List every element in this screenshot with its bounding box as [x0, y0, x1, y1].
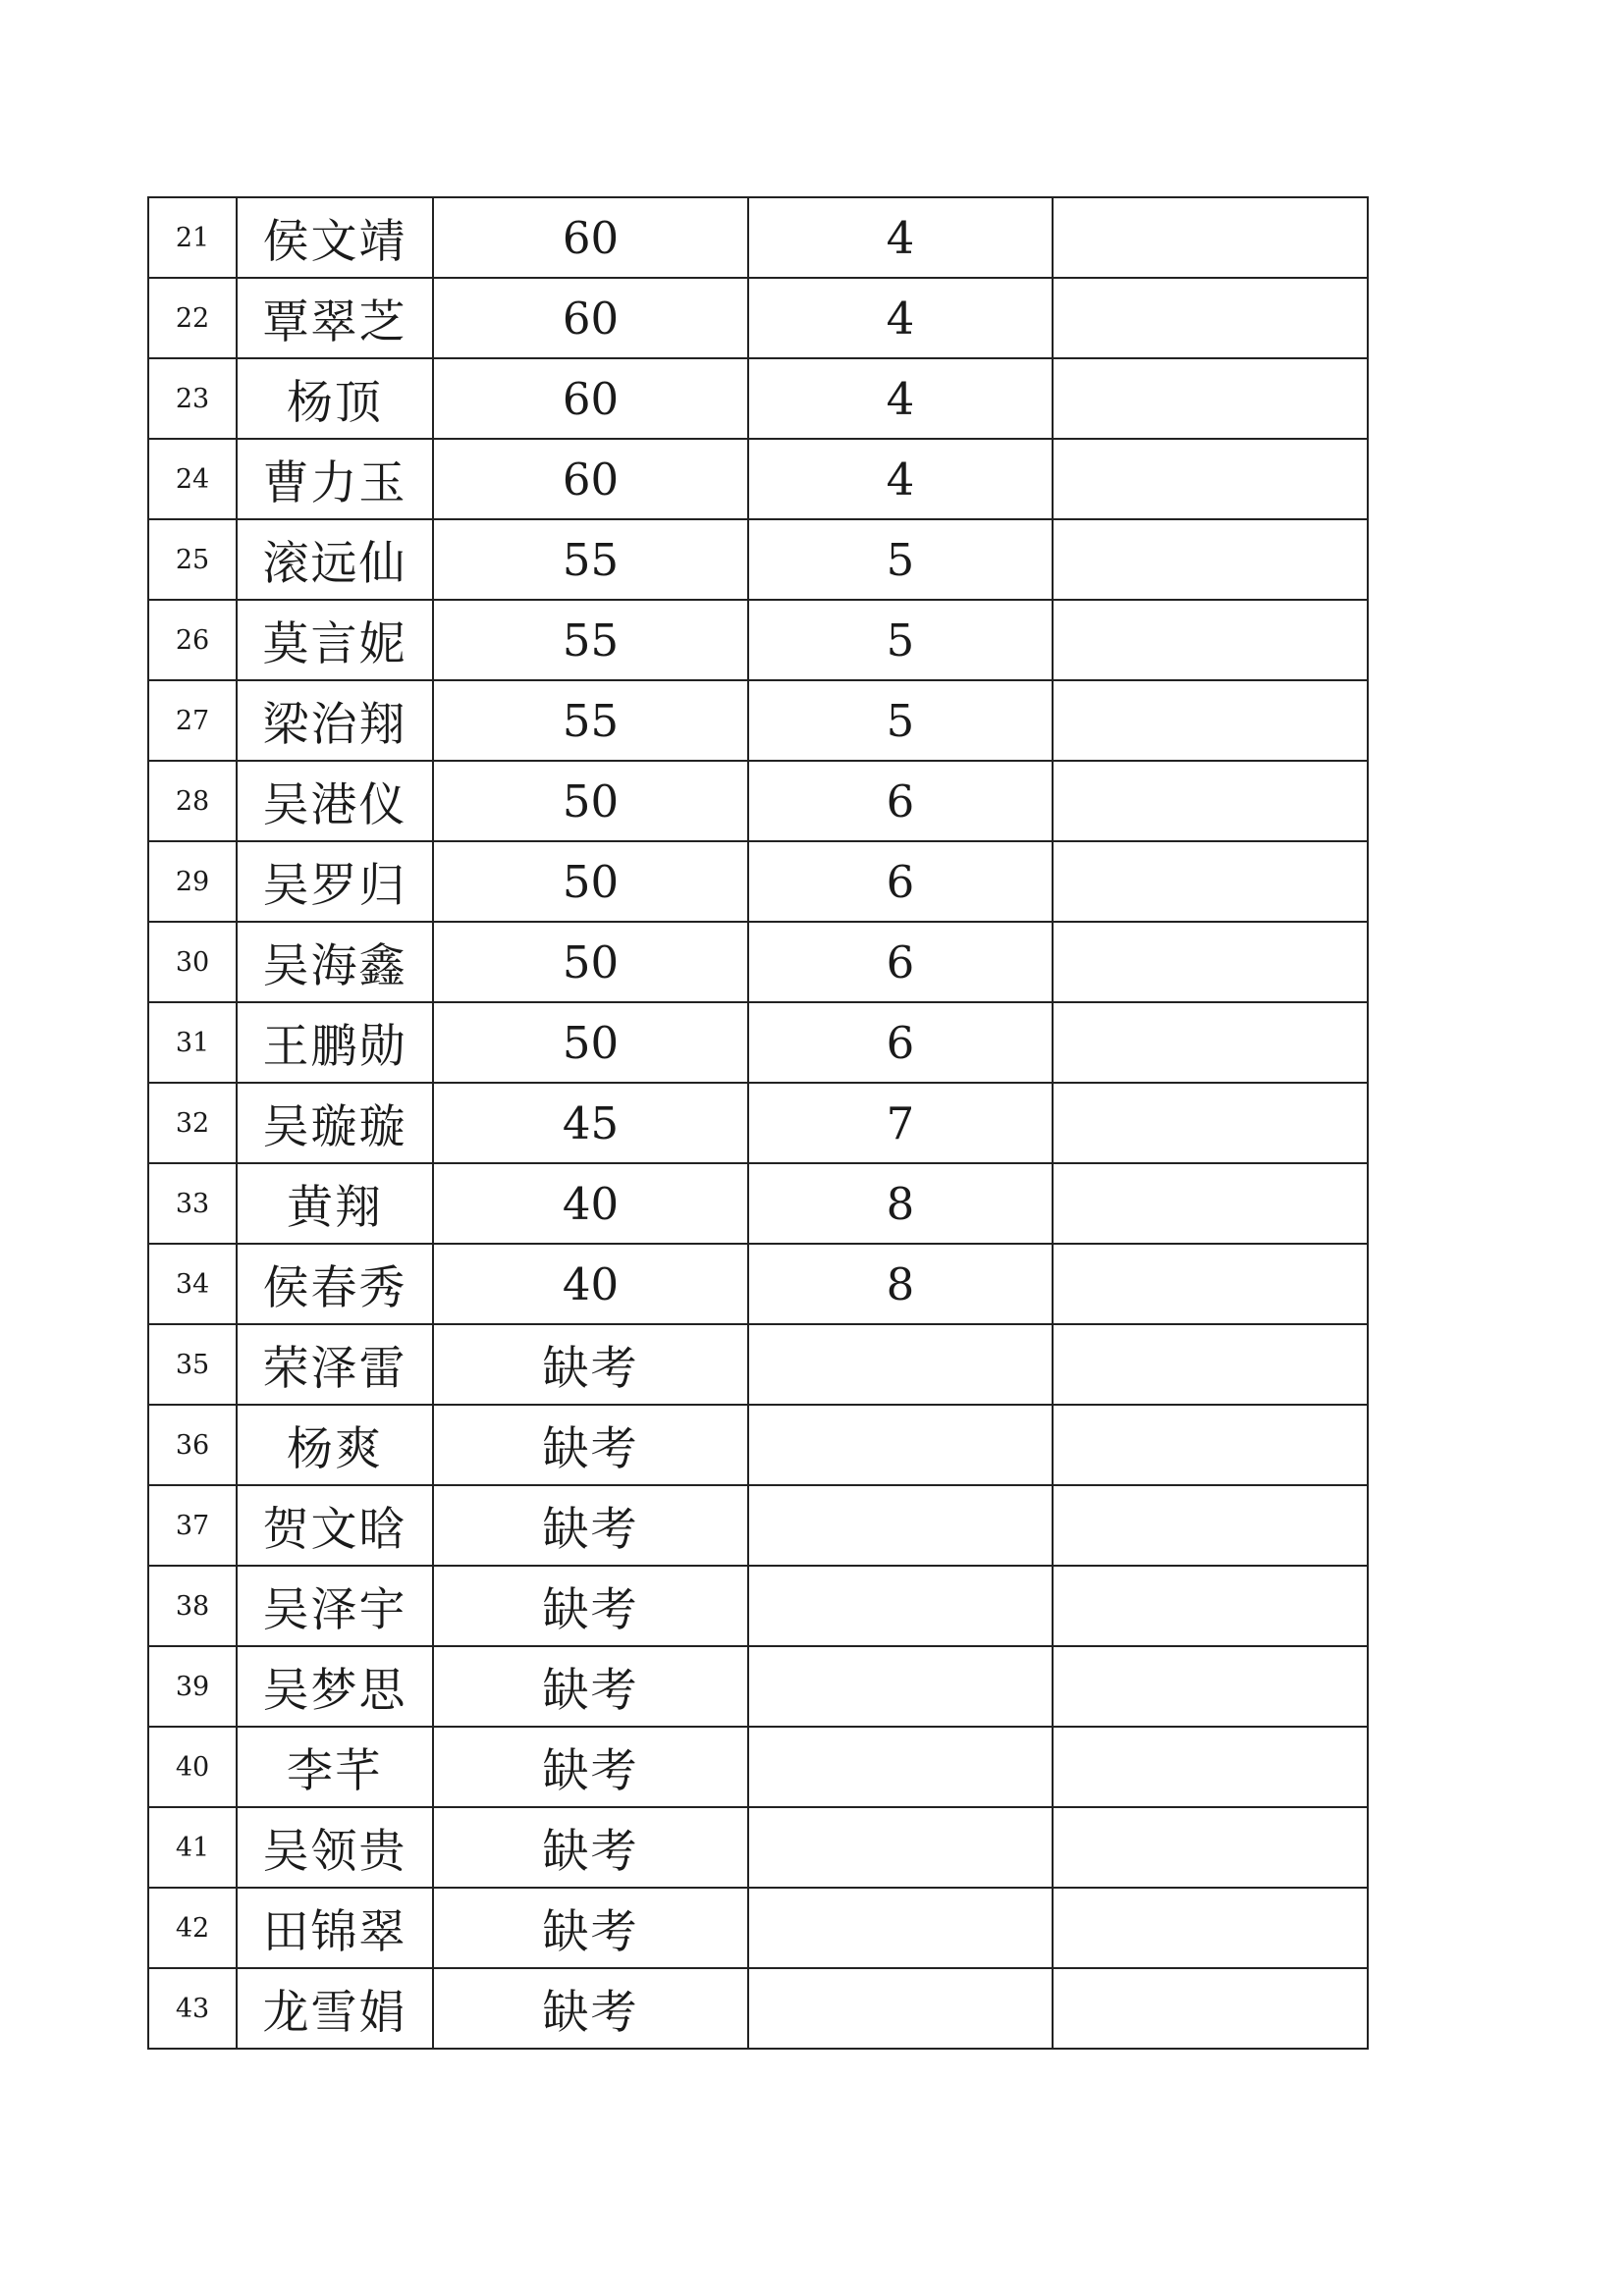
- student-name-cell: 吴海鑫: [237, 922, 433, 1002]
- table-row: [148, 1002, 1368, 1083]
- table-row: [148, 197, 1368, 278]
- remark-cell: [1053, 841, 1368, 922]
- rank-cell: [748, 1485, 1053, 1566]
- row-number-cell: 35: [148, 1324, 237, 1405]
- remark-cell: [1053, 1807, 1368, 1888]
- row-number-cell: 38: [148, 1566, 237, 1646]
- row-number-cell: 39: [148, 1646, 237, 1727]
- table-row: [148, 761, 1368, 841]
- score-table: [147, 196, 1369, 2050]
- student-name-cell: 龙雪娟: [237, 1968, 433, 2049]
- student-name-cell: 吴梦思: [237, 1646, 433, 1727]
- row-number-cell: 37: [148, 1485, 237, 1566]
- rank-cell: 7: [748, 1083, 1053, 1163]
- score-cell: 40: [433, 1244, 748, 1324]
- student-name-cell: 田锦翠: [237, 1888, 433, 1968]
- rank-cell: 4: [748, 278, 1053, 358]
- row-number-cell: 36: [148, 1405, 237, 1485]
- student-name-cell: 杨爽: [237, 1405, 433, 1485]
- rank-cell: [748, 1807, 1053, 1888]
- row-number-cell: 30: [148, 922, 237, 1002]
- row-number-cell: 25: [148, 519, 237, 600]
- row-number-cell: 41: [148, 1807, 237, 1888]
- student-name-cell: 梁治翔: [237, 680, 433, 761]
- score-cell: 50: [433, 841, 748, 922]
- row-number-cell: 40: [148, 1727, 237, 1807]
- row-number-cell: 42: [148, 1888, 237, 1968]
- student-name-cell: 杨顶: [237, 358, 433, 439]
- remark-cell: [1053, 197, 1368, 278]
- student-name-cell: 侯文靖: [237, 197, 433, 278]
- row-number-cell: 26: [148, 600, 237, 680]
- table-row: [148, 439, 1368, 519]
- table-row: [148, 1163, 1368, 1244]
- score-cell: 缺考: [433, 1727, 748, 1807]
- row-number-cell: 29: [148, 841, 237, 922]
- score-cell: 50: [433, 922, 748, 1002]
- table-row: [148, 1888, 1368, 1968]
- student-name-cell: 吴璇璇: [237, 1083, 433, 1163]
- student-name-cell: 李芊: [237, 1727, 433, 1807]
- row-number-cell: 34: [148, 1244, 237, 1324]
- table-row: [148, 278, 1368, 358]
- student-name-cell: 曹力玉: [237, 439, 433, 519]
- rank-cell: 5: [748, 600, 1053, 680]
- rank-cell: 6: [748, 922, 1053, 1002]
- score-cell: 缺考: [433, 1968, 748, 2049]
- rank-cell: 4: [748, 439, 1053, 519]
- remark-cell: [1053, 761, 1368, 841]
- remark-cell: [1053, 439, 1368, 519]
- rank-cell: 6: [748, 1002, 1053, 1083]
- student-name-cell: 吴领贵: [237, 1807, 433, 1888]
- row-number-cell: 27: [148, 680, 237, 761]
- score-cell: 缺考: [433, 1888, 748, 1968]
- student-name-cell: 吴罗归: [237, 841, 433, 922]
- table-row: [148, 1485, 1368, 1566]
- student-name-cell: 吴泽宇: [237, 1566, 433, 1646]
- table-row: [148, 358, 1368, 439]
- table-row: [148, 1405, 1368, 1485]
- rank-cell: [748, 1888, 1053, 1968]
- score-cell: 40: [433, 1163, 748, 1244]
- rank-cell: [748, 1566, 1053, 1646]
- rank-cell: 6: [748, 841, 1053, 922]
- table-row: [148, 1968, 1368, 2049]
- row-number-cell: 23: [148, 358, 237, 439]
- table-row: [148, 519, 1368, 600]
- row-number-cell: 22: [148, 278, 237, 358]
- score-cell: 缺考: [433, 1566, 748, 1646]
- rank-cell: [748, 1405, 1053, 1485]
- score-cell: 55: [433, 680, 748, 761]
- remark-cell: [1053, 1083, 1368, 1163]
- score-cell: 55: [433, 600, 748, 680]
- row-number-cell: 33: [148, 1163, 237, 1244]
- score-cell: 缺考: [433, 1485, 748, 1566]
- student-name-cell: 侯春秀: [237, 1244, 433, 1324]
- row-number-cell: 21: [148, 197, 237, 278]
- score-cell: 缺考: [433, 1324, 748, 1405]
- rank-cell: 5: [748, 519, 1053, 600]
- remark-cell: [1053, 519, 1368, 600]
- remark-cell: [1053, 1566, 1368, 1646]
- table-row: [148, 600, 1368, 680]
- rank-cell: 8: [748, 1244, 1053, 1324]
- score-cell: 60: [433, 197, 748, 278]
- table-row: [148, 680, 1368, 761]
- score-cell: 60: [433, 358, 748, 439]
- table-row: [148, 922, 1368, 1002]
- table-row: [148, 1324, 1368, 1405]
- rank-cell: 4: [748, 197, 1053, 278]
- row-number-cell: 32: [148, 1083, 237, 1163]
- table-row: [148, 841, 1368, 922]
- table-row: [148, 1807, 1368, 1888]
- rank-cell: [748, 1968, 1053, 2049]
- rank-cell: [748, 1727, 1053, 1807]
- score-cell: 60: [433, 439, 748, 519]
- score-cell: 50: [433, 1002, 748, 1083]
- remark-cell: [1053, 1888, 1368, 1968]
- row-number-cell: 31: [148, 1002, 237, 1083]
- score-cell: 缺考: [433, 1807, 748, 1888]
- remark-cell: [1053, 278, 1368, 358]
- rank-cell: 6: [748, 761, 1053, 841]
- remark-cell: [1053, 1727, 1368, 1807]
- remark-cell: [1053, 922, 1368, 1002]
- student-name-cell: 莫言妮: [237, 600, 433, 680]
- remark-cell: [1053, 1324, 1368, 1405]
- row-number-cell: 43: [148, 1968, 237, 2049]
- score-cell: 缺考: [433, 1405, 748, 1485]
- student-name-cell: 滚远仙: [237, 519, 433, 600]
- row-number-cell: 24: [148, 439, 237, 519]
- score-cell: 55: [433, 519, 748, 600]
- remark-cell: [1053, 1968, 1368, 2049]
- remark-cell: [1053, 600, 1368, 680]
- score-table-body: [148, 197, 1368, 2049]
- table-row: [148, 1083, 1368, 1163]
- table-row: [148, 1566, 1368, 1646]
- remark-cell: [1053, 1646, 1368, 1727]
- rank-cell: [748, 1324, 1053, 1405]
- remark-cell: [1053, 1163, 1368, 1244]
- student-name-cell: 黄翔: [237, 1163, 433, 1244]
- table-row: [148, 1727, 1368, 1807]
- student-name-cell: 覃翠芝: [237, 278, 433, 358]
- table-row: [148, 1244, 1368, 1324]
- rank-cell: 8: [748, 1163, 1053, 1244]
- rank-cell: 4: [748, 358, 1053, 439]
- score-cell: 45: [433, 1083, 748, 1163]
- remark-cell: [1053, 358, 1368, 439]
- table-row: [148, 1646, 1368, 1727]
- score-cell: 50: [433, 761, 748, 841]
- score-cell: 60: [433, 278, 748, 358]
- rank-cell: 5: [748, 680, 1053, 761]
- remark-cell: [1053, 1244, 1368, 1324]
- remark-cell: [1053, 1485, 1368, 1566]
- student-name-cell: 贺文晗: [237, 1485, 433, 1566]
- remark-cell: [1053, 1405, 1368, 1485]
- student-name-cell: 王鹏勋: [237, 1002, 433, 1083]
- remark-cell: [1053, 680, 1368, 761]
- row-number-cell: 28: [148, 761, 237, 841]
- rank-cell: [748, 1646, 1053, 1727]
- student-name-cell: 荣泽雷: [237, 1324, 433, 1405]
- remark-cell: [1053, 1002, 1368, 1083]
- score-cell: 缺考: [433, 1646, 748, 1727]
- student-name-cell: 吴港仪: [237, 761, 433, 841]
